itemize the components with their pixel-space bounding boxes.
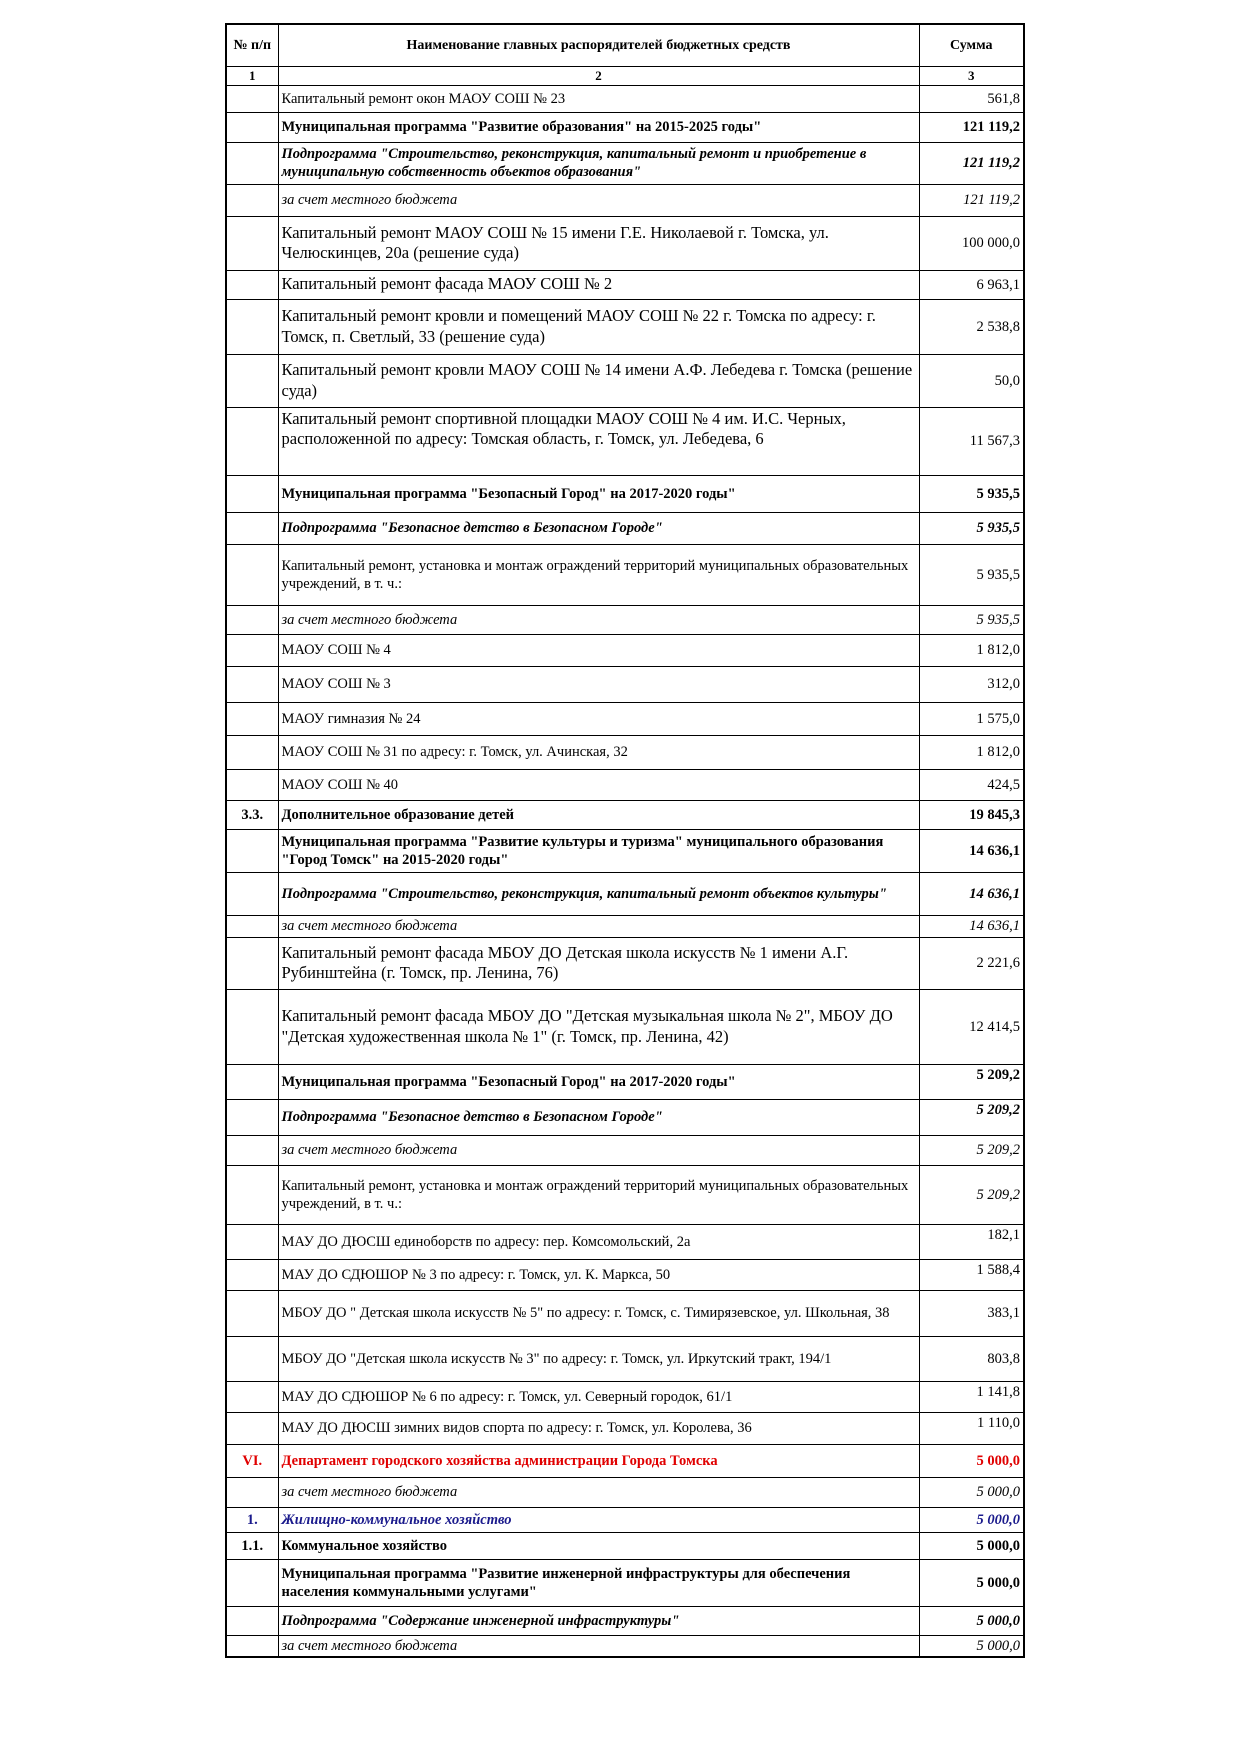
row-number: 3.3. [226,800,278,829]
table-row [226,1135,1024,1165]
column-number-1: 1 [226,66,278,85]
row-label: Подпрограмма "Строительство, реконструкция, капитальный ремонт и приобретение в муниципальную собственность объектов образования" [278,142,919,184]
row-number [226,1559,278,1606]
budget-table [225,23,1025,1658]
row-label: Капитальный ремонт МАОУ СОШ № 15 имени Г.Е. Николаевой г. Томска, ул. Челюскинцев, 20а (решение суда) [278,216,919,270]
table-row [226,829,1024,872]
row-sum: 121 119,2 [919,142,1024,184]
table-row [226,1224,1024,1259]
row-number [226,989,278,1064]
table-row [226,1559,1024,1606]
row-label: Подпрограмма "Безопасное детство в Безопасном Городе" [278,512,919,544]
row-sum: 14 636,1 [919,829,1024,872]
row-number [226,85,278,112]
row-sum: 121 119,2 [919,112,1024,142]
row-number [226,666,278,702]
row-number [226,634,278,666]
table-row [226,1064,1024,1099]
row-sum: 561,8 [919,85,1024,112]
row-number [226,1224,278,1259]
row-label: Коммунальное хозяйство [278,1532,919,1559]
table-row [226,354,1024,407]
row-sum: 1 812,0 [919,634,1024,666]
column-number-3: 3 [919,66,1024,85]
row-label: Муниципальная программа "Развитие образования" на 2015-2025 годы" [278,112,919,142]
row-number [226,407,278,475]
row-label: МАУ ДО ДЮСШ зимних видов спорта по адресу: г. Томск, ул. Королева, 36 [278,1412,919,1444]
table-row [226,769,1024,800]
table-row [226,1381,1024,1412]
row-number [226,829,278,872]
row-sum: 121 119,2 [919,184,1024,216]
row-label: за счет местного бюджета [278,1477,919,1507]
row-label: Подпрограмма "Содержание инженерной инфраструктуры" [278,1606,919,1635]
row-sum: 12 414,5 [919,989,1024,1064]
row-sum: 5 209,2 [919,1099,1024,1135]
row-sum: 19 845,3 [919,800,1024,829]
row-label: Муниципальная программа "Безопасный Город" на 2017-2020 годы" [278,1064,919,1099]
row-number [226,512,278,544]
row-sum: 11 567,3 [919,407,1024,475]
row-sum: 1 812,0 [919,735,1024,769]
row-label: МАУ ДО СДЮШОР № 3 по адресу: г. Томск, ул. К. Маркса, 50 [278,1259,919,1290]
row-sum: 5 000,0 [919,1477,1024,1507]
row-sum: 5 935,5 [919,605,1024,634]
row-number: VI. [226,1444,278,1477]
row-sum: 1 141,8 [919,1381,1024,1412]
row-number [226,544,278,605]
header-num: № п/п [226,24,278,66]
row-number [226,1064,278,1099]
row-sum: 2 538,8 [919,299,1024,354]
row-sum: 5 209,2 [919,1165,1024,1224]
row-label: за счет местного бюджета [278,1635,919,1657]
row-sum: 5 000,0 [919,1444,1024,1477]
table-row [226,1336,1024,1381]
row-sum: 5 935,5 [919,475,1024,512]
row-label: Капитальный ремонт фасада МБОУ ДО Детская школа искусств № 1 имени А.Г. Рубинштейна (г. Томск, пр. Ленина, 76) [278,937,919,989]
row-label: Жилищно-коммунальное хозяйство [278,1507,919,1532]
table-row [226,112,1024,142]
table-row [226,872,1024,915]
row-label: Муниципальная программа "Развитие культуры и туризма" муниципального образования "Город Томск" на 2015-2020 годы" [278,829,919,872]
table-row [226,666,1024,702]
row-sum: 5 000,0 [919,1635,1024,1657]
row-number [226,216,278,270]
row-number [226,1381,278,1412]
table-row [226,605,1024,634]
row-label: за счет местного бюджета [278,1135,919,1165]
row-label: за счет местного бюджета [278,915,919,937]
row-label: Капитальный ремонт кровли МАОУ СОШ № 14 имени А.Ф. Лебедева г. Томска (решение суда) [278,354,919,407]
table-row [226,915,1024,937]
row-label: Капитальный ремонт фасада МАОУ СОШ № 2 [278,270,919,299]
table-row [226,800,1024,829]
row-label: за счет местного бюджета [278,605,919,634]
table-row [226,1290,1024,1336]
row-sum: 383,1 [919,1290,1024,1336]
table-row [226,1165,1024,1224]
row-label: Подпрограмма "Строительство, реконструкция, капитальный ремонт объектов культуры" [278,872,919,915]
table-row [226,1444,1024,1477]
row-sum: 5 935,5 [919,544,1024,605]
row-label: Муниципальная программа "Безопасный Город" на 2017-2020 годы" [278,475,919,512]
table-row [226,702,1024,735]
row-label: Капитальный ремонт, установка и монтаж ограждений территорий муниципальных образовательных учреждений, в т. ч.: [278,544,919,605]
column-number-2: 2 [278,66,919,85]
row-number [226,735,278,769]
row-sum: 14 636,1 [919,872,1024,915]
table-row [226,270,1024,299]
row-sum: 14 636,1 [919,915,1024,937]
row-number [226,937,278,989]
row-label: Капитальный ремонт окон МАОУ СОШ № 23 [278,85,919,112]
row-number [226,872,278,915]
row-label: Капитальный ремонт фасада МБОУ ДО "Детская музыкальная школа № 2", МБОУ ДО "Детская художественная школа № 1" (г. Томск, пр. Ленина, 42) [278,989,919,1064]
table-row [226,85,1024,112]
row-sum: 100 000,0 [919,216,1024,270]
table-row [226,1259,1024,1290]
table-row [226,735,1024,769]
row-sum: 5 935,5 [919,512,1024,544]
row-sum: 424,5 [919,769,1024,800]
row-label: МАОУ СОШ № 4 [278,634,919,666]
row-number [226,1606,278,1635]
row-label: Капитальный ремонт кровли и помещений МАОУ СОШ № 22 г. Томска по адресу: г. Томск, п. Светлый, 33 (решение суда) [278,299,919,354]
header-name: Наименование главных распорядителей бюджетных средств [278,24,919,66]
table-row [226,216,1024,270]
row-label: МАОУ СОШ № 3 [278,666,919,702]
table-row [226,1099,1024,1135]
table-row [226,299,1024,354]
row-label: МАОУ гимназия № 24 [278,702,919,735]
column-number-row [226,66,1024,85]
row-number: 1. [226,1507,278,1532]
table-row [226,407,1024,475]
row-number [226,1290,278,1336]
row-number [226,1165,278,1224]
row-label: Муниципальная программа "Развитие инженерной инфраструктуры для обеспечения населения коммунальными услугами" [278,1559,919,1606]
row-number [226,769,278,800]
row-sum: 1 575,0 [919,702,1024,735]
table-row [226,634,1024,666]
table-row [226,989,1024,1064]
row-number [226,1477,278,1507]
row-label: МАУ ДО ДЮСШ единоборств по адресу: пер. Комсомольский, 2а [278,1224,919,1259]
row-label: Капитальный ремонт, установка и монтаж ограждений территорий муниципальных образовательных учреждений, в т. ч.: [278,1165,919,1224]
row-label: Подпрограмма "Безопасное детство в Безопасном Городе" [278,1099,919,1135]
row-label: МАОУ СОШ № 40 [278,769,919,800]
table-row [226,1507,1024,1532]
table-row [226,184,1024,216]
row-number: 1.1. [226,1532,278,1559]
table-row [226,1412,1024,1444]
row-number [226,299,278,354]
row-number [226,1412,278,1444]
row-number [226,184,278,216]
row-sum: 50,0 [919,354,1024,407]
table-row [226,1477,1024,1507]
row-label: Капитальный ремонт спортивной площадки МАОУ СОШ № 4 им. И.С. Черных, расположенной по адресу: Томская область, г. Томск, ул. Лебедева, 6 [278,407,919,475]
table-row [226,1606,1024,1635]
row-sum: 5 000,0 [919,1606,1024,1635]
table-row [226,475,1024,512]
row-number [226,112,278,142]
row-label: Департамент городского хозяйства администрации Города Томска [278,1444,919,1477]
row-number [226,1635,278,1657]
table-row [226,544,1024,605]
row-label: МАОУ СОШ № 31 по адресу: г. Томск, ул. Ачинская, 32 [278,735,919,769]
table-row [226,1635,1024,1657]
table-row [226,512,1024,544]
row-number [226,605,278,634]
row-number [226,915,278,937]
row-sum: 5 209,2 [919,1064,1024,1099]
table-row [226,142,1024,184]
row-sum: 5 209,2 [919,1135,1024,1165]
row-number [226,1135,278,1165]
row-label: МБОУ ДО "Детская школа искусств № 3" по адресу: г. Томск, ул. Иркутский тракт, 194/1 [278,1336,919,1381]
row-label: Дополнительное образование детей [278,800,919,829]
table-row [226,937,1024,989]
row-sum: 312,0 [919,666,1024,702]
row-number [226,1259,278,1290]
row-sum: 1 588,4 [919,1259,1024,1290]
row-sum: 6 963,1 [919,270,1024,299]
header-sum: Сумма [919,24,1024,66]
row-number [226,142,278,184]
row-label: МАУ ДО СДЮШОР № 6 по адресу: г. Томск, ул. Северный городок, 61/1 [278,1381,919,1412]
row-sum: 1 110,0 [919,1412,1024,1444]
row-number [226,475,278,512]
row-sum: 803,8 [919,1336,1024,1381]
table-header-row [226,24,1024,66]
row-label: МБОУ ДО " Детская школа искусств № 5" по адресу: г. Томск, с. Тимирязевское, ул. Школьная, 38 [278,1290,919,1336]
row-sum: 5 000,0 [919,1559,1024,1606]
row-sum: 5 000,0 [919,1507,1024,1532]
row-sum: 2 221,6 [919,937,1024,989]
table-row [226,1532,1024,1559]
row-number [226,270,278,299]
row-number [226,1099,278,1135]
row-label: за счет местного бюджета [278,184,919,216]
row-number [226,702,278,735]
row-number [226,354,278,407]
row-sum: 5 000,0 [919,1532,1024,1559]
row-number [226,1336,278,1381]
row-sum: 182,1 [919,1224,1024,1259]
